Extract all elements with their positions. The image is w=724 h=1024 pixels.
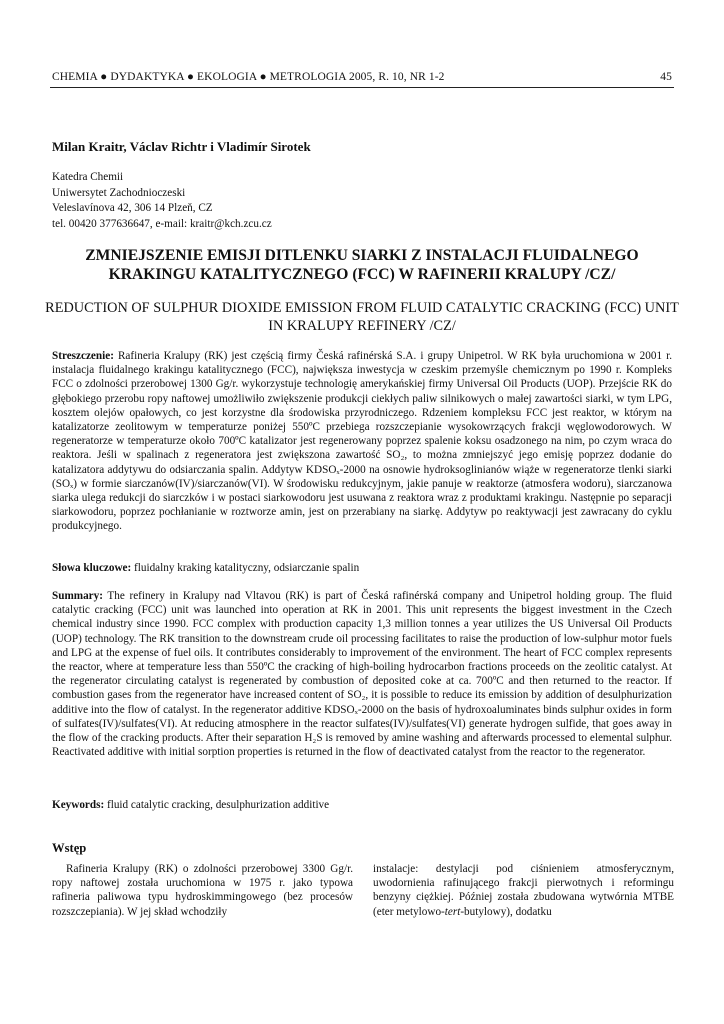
section-title: Wstęp (52, 841, 87, 855)
abstract-english-text: The refinery in Kralupy nad Vltavou (RK) is part of Česká rafinérská company and Unipetrol holding group. The fluid catalytic cracking (FCC) unit was launched into operation at RK in 2001. This unit represents the biggest investment in the Czech chemical industry since 1990. FCC complex with production capacity 1,3 million tonnes a year utilizes the US Universal Oil Products (UOP) technology. The RK transition to the downstream crude oil processing facilitates to raise the production of low-sulphur motor fuels and LPG at the expense of fuel oils. It contributes considerably to improvement of the environment. The heart of FCC complex represents the reactor, where at temperature less than 550ºC the cracking of high-boiling hydrocarbon fractions proceeds on the zeolitic catalyst. At the regenerator circulating catalyst is regenerated by combustion of deposited coke at ca. 700ºC and then returned to the reactor. If combustion gases from the regenerator have increased content of SO₂, it is possible to reduce its emission by addition of desulphurization additive into the flow of catalyst. In the regenerator additive KDSOₓ-2000 on the basis of hydroxoaluminates binds sulphur oxides in form of sulfates(IV)/sulfates(VI). At reducing atmosphere in the reactor sulfates(IV)/sulfates(VI) generate hydrogen sulfide, that goes away in the flow of the cracking products. After their separation H₂S is removed by amine washing and afterwards processed to elemental sulphur. Reactivated additive with initial sorption properties is returned in the flow of deactivated catalyst from the reactor to the regenerator. (52, 590, 672, 759)
affiliation (52, 170, 272, 232)
keywords-english-label: Keywords: (52, 799, 105, 811)
header-rule (50, 87, 674, 88)
keywords-polish (52, 561, 672, 575)
abstract-polish-label: Streszczenie: (52, 350, 114, 362)
affiliation-line: Uniwersytet Zachodnioczeski (52, 186, 186, 199)
keywords-english-text: fluid catalytic cracking, desulphurization additive (104, 799, 330, 811)
abstract-english (52, 589, 672, 759)
page-number: 45 (660, 71, 672, 83)
abstract-english-label: Summary: (52, 590, 103, 602)
title-english: REDUCTION OF SULPHUR DIOXIDE EMISSION FROM FLUID CATALYTIC CRACKING (FCC) UNIT IN KRALUPY REFINERY /CZ/ (45, 300, 679, 334)
affiliation-line: Veleslavínova 42, 306 14 Plzeň, CZ (52, 202, 213, 214)
body-column-left: Rafineria Kralupy (RK) o zdolności przerobowej 3300 Gg/r. ropy naftowej została uruchomiona w 1975 r. jako typowa rafineria paliwowa typu hydroskimmingowego (bez procesów rozszczepiania). W jej skład wchodziły (52, 863, 353, 918)
keywords-polish-label: Słowa kluczowe: (52, 562, 132, 574)
body-column-right (373, 862, 674, 919)
running-header (52, 71, 672, 83)
affiliation-line: Katedra Chemii (52, 171, 124, 183)
body-right-text-end: -butylowy), dodatku (460, 905, 552, 918)
abstract-polish-text: Rafineria Kralupy (RK) jest częścią firmy Česká rafinérská S.A. i grupy Unipetrol. W RK była uruchomiona w 2001 r. instalacja fluidalnego krakingu katalitycznego (FCC), największa inwestycja w czeskim przemyśle chemicznym po 1990 r. Kompleks FCC o zdolności przerobowej 1300 Gg/r. wykorzystuje technologię amerykańskiej firmy Universal Oil Products (UOP). Przejście RK do głębokiego przerobu ropy naftowej umożliwiło zwiększenie produkcji ciekłych paliw silnikowych o małej zawartości siarki, w tym LPG, kosztem olejów opałowych, co jest korzystne dla środowiska przyrodniczego. Rdzeniem kompleksu FCC jest reaktor, w którym na katalizatorze zeolitowym w temperaturze poniżej 550ºC przebiega rozszczepianie wysokowrzących frakcji węglowodorowych. W regeneratorze w temperaturze około 700ºC katalizator jest regenerowany poprzez spalenie koksu osadzonego na nim, po czym wraca do reaktora. Jeśli w spalinach z regeneratora jest zwiększona zawartość SO₂, to można zmniejszyć jego emisję poprzez dodanie do katalizatora addytywu do odsiarczania spalin. Addytyw KDSOₓ-2000 na osnowie hydroksoglinianów wiąże w regeneratorze tlenki siarki (SOₓ) w formie siarczanów(IV)/siarczanów(VI). W środowisku redukcyjnym, jakie panuje w reaktorze (atmosfera wodoru), siarczanowa siarka ulega redukcji do siarczków i w postaci siarkowodoru jest usuwana z reaktora wraz z produktami krakingu. Następnie po separacji siarkowodoru, poprzez pochłanianie w roztworze amin, jest on przerabiany na siarkę. Addytyw po reaktywacji jest zawracany do cyklu produkcyjnego. (52, 350, 672, 533)
body-right-text: instalacje: destylacji pod ciśnieniem atmosferycznym, uwodornienia rafinującego frakcji pierwotnych i reformingu benzyny ciężkiej. Później została zbudowana wytwórnia MTBE (eter metylowo- (373, 863, 674, 918)
body-right-italic: tert (444, 905, 461, 918)
authors: Milan Kraitr, Václav Richtr i Vladimír Sirotek (52, 139, 311, 154)
journal-running-title: CHEMIA ● DYDAKTYKA ● EKOLOGIA ● METROLOGIA 2005, R. 10, NR 1-2 (52, 71, 445, 83)
title-polish: ZMNIEJSZENIE EMISJI DITLENKU SIARKI Z INSTALACJI FLUIDALNEGO KRAKINGU KATALITYCZNEGO (FCC) W RAFINERII KRALUPY /CZ/ (85, 247, 639, 283)
keywords-polish-text: fluidalny kraking katalityczny, odsiarczanie spalin (131, 562, 360, 574)
keywords-english (52, 798, 672, 812)
abstract-polish (52, 349, 672, 534)
affiliation-contact: tel. 00420 377636647, e-mail: kraitr@kch.zcu.cz (52, 217, 272, 230)
